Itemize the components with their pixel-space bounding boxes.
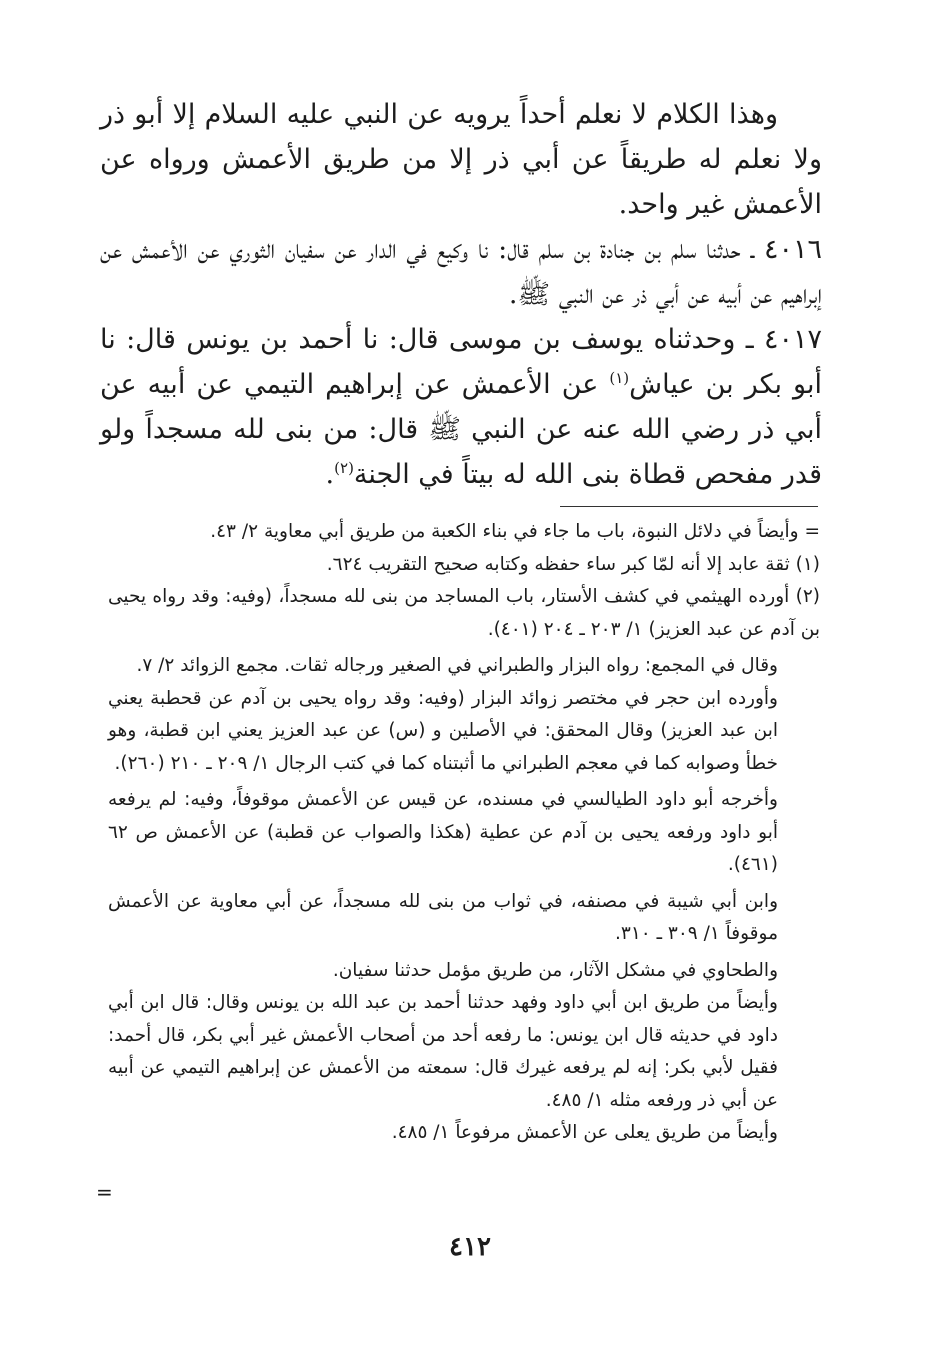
hadith-number: ٤٠١٧ (763, 324, 822, 355)
footnote-2-paragraph: وأخرجه أبو داود الطيالسي في مسنده، عن قيس عن الأعمش موقوفاً، وفيه: لم يرفعه أبو داود ورفعه يحيى بن آدم عن عطية (هكذا والصواب عن قطبة) عن الأعمش ص ٦٢ (٤٦١). (108, 789, 778, 875)
footnote-2-paragraph: وأيضاً من طريق يعلى عن الأعمش مرفوعاً ١/ ٤٨٥. (391, 1122, 778, 1143)
footnote-2-paragraph: والطحاوي في مشكل الآثار، من طريق مؤمل حدثنا سفيان. (332, 959, 778, 981)
hadith-end: . (325, 459, 335, 490)
footnote-ref: (١) (609, 369, 630, 387)
page-number: ٤١٢ (449, 1232, 491, 1262)
footnote-2-paragraph: وابن أبي شيبة في مصنفه، في ثواب من بنى لله مسجداً، عن أبي معاوية عن الأعمش موقوفاً ١/ ٣٠٩ ـ ٣١٠. (108, 890, 778, 944)
footnote-separator (560, 506, 818, 507)
continuation-mark: = (96, 1180, 113, 1204)
footnote-continued: = وأيضاً في دلائل النبوة، باب ما جاء في بناء الكعبة من طريق أبي معاوية ٢/ ٤٣. (210, 521, 820, 542)
hadith-4016 (100, 227, 822, 317)
hadith-text: ـ وحدثناه يوسف بن موسى قال: نا أحمد بن يونس قال: نا أبو بكر بن عياش (100, 324, 823, 400)
footnote-2-paragraph: وأيضاً من طريق ابن أبي داود وفهد حدثنا أحمد بن عبد الله بن يونس وقال: قال ابن أبي داود في حديثه قال ابن يونس: ما رفعه أحد من أصحاب الأعمش غير أبي بكر، قال أحمد: فقيل لأبي بكر: إنه لم يرفعه غيرك قال: سمعته من الأعمش عن إبراهيم التيمي عن أبيه عن أبي ذر ورفعه مثله ١/ ٤٨٥. (108, 992, 778, 1111)
footnotes (108, 516, 820, 1150)
footnote-ref: (٢) (334, 459, 354, 477)
footnote-2: (٢) أورده الهيثمي في كشف الأستار، باب المساجد من بنى لله مسجداً، (وفيه: وقد رواه يحيى بن آدم عن عبد العزيز) ١/ ٢٠٣ ـ ٢٠٤ (٤٠١). (108, 586, 820, 640)
main-text (100, 92, 822, 497)
footnote-1: (١) ثقة عابد إلا أنه لمّا كبر ساء حفظه وكتابه صحيح التقريب ٦٢٤. (326, 553, 820, 575)
hadith-4017 (100, 317, 822, 497)
hadith-number: ٤٠١٦ (764, 234, 823, 265)
intro-paragraph: وهذا الكلام لا نعلم أحداً يرويه عن النبي عليه السلام إلا أبو ذر ولا نعلم له طريقاً عن أبي ذر إلا من طريق الأعمش ورواه عن الأعمش غير واحد. (100, 99, 822, 220)
footnote-2-paragraph: وأورده ابن حجر في مختصر زوائد البزار (وفيه: وقد رواه يحيى بن آدم عن قحطبة يعني ابن عبد العزيز) وقال المحقق: في الأصلين و (س) عن عبد العزيز يعني ابن قطبة، وهو خطأ وصوابه كما في معجم الطبراني ما أثبتناه كما في كتب الرجال ١/ ٢٠٩ ـ ٢١٠ (٢٦٠). (108, 687, 778, 774)
footnote-2-paragraph: وقال في المجمع: رواه البزار والطبراني في الصغير ورجاله ثقات. مجمع الزوائد ٢/ ٧. (136, 655, 778, 676)
hadith-text: عن الأعمش عن إبراهيم التيمي عن أبيه عن أبي ذر رضي الله عنه عن النبي ﷺ قال: من بنى لله مسجداً ولو قدر مفحص قطاة بنى الله له بيتاً في الجنة (100, 369, 822, 490)
hadith-text: ـ حدثنا سلم بن جنادة بن سلم قال: نا وكيع في الدار عن سفيان الثوري عن الأعمش عن إبراهيم عن أبيه عن أبي ذر عن النبي ﷺ. (100, 234, 822, 310)
